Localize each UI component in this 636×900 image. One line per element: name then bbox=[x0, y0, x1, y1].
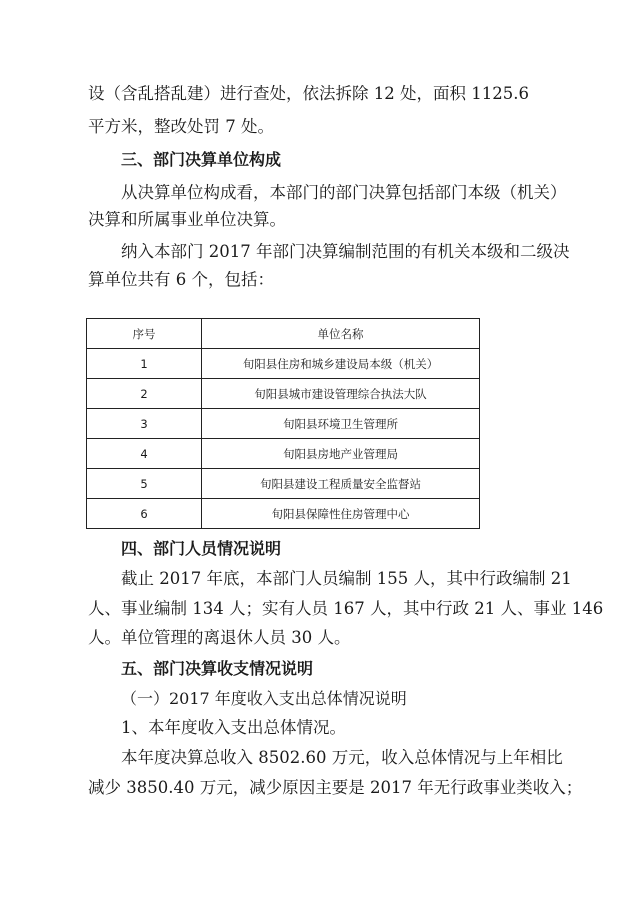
row-seq: 1 bbox=[87, 349, 202, 379]
section-heading-4: 四、部门人员情况说明 bbox=[121, 539, 282, 558]
table-row bbox=[87, 349, 480, 379]
row-name: 旬阳县环境卫生管理所 bbox=[202, 409, 480, 439]
row-seq: 3 bbox=[87, 409, 202, 439]
paragraph-line: 减少 3850.40 万元，减少原因主要是 2017 年无行政事业类收入； bbox=[88, 778, 583, 797]
section-heading-3: 三、部门决算单位构成 bbox=[121, 150, 282, 169]
paragraph-line: 截止 2017 年底，本部门人员编制 155 人，其中行政编制 21 bbox=[121, 569, 572, 588]
row-seq: 6 bbox=[87, 499, 202, 529]
subsection-heading: （一）2017 年度收入支出总体情况说明 bbox=[121, 689, 407, 708]
table-row bbox=[87, 469, 480, 499]
row-name: 旬阳县城市建设管理综合执法大队 bbox=[202, 379, 480, 409]
row-name: 旬阳县房地产业管理局 bbox=[202, 439, 480, 469]
table-row bbox=[87, 439, 480, 469]
row-seq: 5 bbox=[87, 469, 202, 499]
paragraph-line: 人。单位管理的离退休人员 30 人。 bbox=[88, 628, 351, 647]
paragraph-line: 算单位共有 6 个，包括： bbox=[88, 270, 274, 289]
header-name: 单位名称 bbox=[202, 319, 480, 349]
paragraph-line: 决算和所属事业单位决算。 bbox=[88, 210, 286, 229]
row-seq: 4 bbox=[87, 439, 202, 469]
table-header-row bbox=[87, 319, 480, 349]
table-row bbox=[87, 499, 480, 529]
row-name: 旬阳县建设工程质量安全监督站 bbox=[202, 469, 480, 499]
row-name: 旬阳县住房和城乡建设局本级（机关） bbox=[202, 349, 480, 379]
paragraph-line: 本年度决算总收入 8502.60 万元，收入总体情况与上年相比 bbox=[121, 748, 563, 767]
header-seq: 序号 bbox=[87, 319, 202, 349]
row-seq: 2 bbox=[87, 379, 202, 409]
table-row bbox=[87, 379, 480, 409]
unit-table bbox=[86, 318, 480, 529]
table-row bbox=[87, 409, 480, 439]
paragraph-line: 平方米，整改处罚 7 处。 bbox=[88, 117, 274, 136]
section-heading-5: 五、部门决算收支情况说明 bbox=[121, 659, 314, 678]
paragraph-line: 从决算单位构成看，本部门的部门决算包括部门本级（机关） bbox=[121, 183, 567, 202]
paragraph-line: 人、事业编制 134 人；实有人员 167 人，其中行政 21 人、事业 146 bbox=[88, 599, 604, 618]
paragraph-line: 纳入本部门 2017 年部门决算编制范围的有机关本级和二级决 bbox=[121, 242, 570, 261]
paragraph-line: 设（含乱搭乱建）进行查处，依法拆除 12 处，面积 1125.6 bbox=[88, 84, 529, 103]
row-name: 旬阳县保障性住房管理中心 bbox=[202, 499, 480, 529]
list-item: 1、本年度收入支出总体情况。 bbox=[121, 718, 346, 737]
